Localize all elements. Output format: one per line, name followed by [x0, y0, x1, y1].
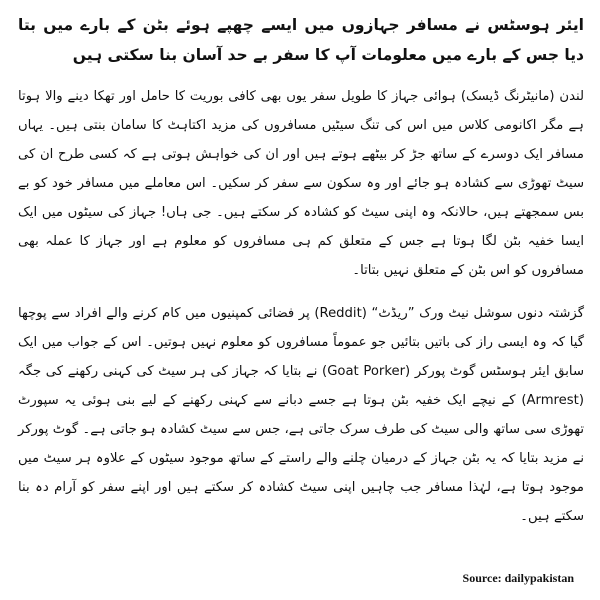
article-headline: ایئر ہوسٹس نے مسافر جہازوں میں ایسے چھپے ہوئے بٹن کے بارے میں بتا دیا جس کے بارے میں معلومات آپ کا سفر بے حد آسان بنا سکتی ہیں: [18, 16, 584, 64]
article-paragraph-1: لندن (مانیٹرنگ ڈیسک) ہوائی جہاز کا طویل سفر یوں بھی کافی بوریت کا حامل اور تھکا دینے والا ہوتا ہے مگر اکانومی کلاس میں اس کی تنگ سیٹیں مسافروں کی مزید اکتاہٹ کا سامان بنتی ہیں۔ یہاں مسافر ایک دوسرے کے ساتھ جڑ کر بیٹھے ہوتے ہیں اور ان کی خواہش ہوتی ہے کہ کسی طرح ان کی سیٹ تھوڑی سے کشادہ ہو جائے اور وہ سکون سے سفر کر سکیں۔ اس معاملے میں مسافر خود کو بے بس سمجھتے ہیں، حالانکہ وہ اپنی سیٹ کو کشادہ کر سکتے ہیں۔ جی ہاں! جہاز کی سیٹوں میں ایک ایسا خفیہ بٹن لگا ہوتا ہے جس کے متعلق کم ہی مسافروں کو معلوم ہے اور جہاز کا عملہ بھی مسافروں کو اس بٹن کے متعلق نہیں بتاتا۔: [18, 89, 584, 278]
article-paragraph-2: گزشتہ دنوں سوشل نیٹ ورک ”ریڈٹ“ (Reddit) پر فضائی کمپنیوں میں کام کرنے والے افراد سے پوچھا گیا کہ وہ ایسی راز کی باتیں بتائیں جو عموماً مسافروں کو معلوم نہیں ہوتیں۔ اس کے جواب میں ایک سابق ایئر ہوسٹس گوٹ پورکر (Goat Porker) نے بتایا کہ جہاز کی ہر سیٹ کی کہنی رکھنے کی جگہ (Armrest) کے نیچے ایک خفیہ بٹن ہوتا ہے جسے دبانے سے کہنی رکھنے کے لیے بنی ہوئی یہ سپورٹ تھوڑی سی ساتھ والی سیٹ کی طرف سرک جاتی ہے، جس سے سیٹ کشادہ ہو جاتی ہے۔ گوٹ پورکر نے مزید بتایا کہ یہ بٹن جہاز کے درمیان چلنے والے راستے کے ساتھ موجود سیٹوں کے علاوہ ہر سیٹ میں موجود ہوتا ہے، لہٰذا مسافر جب چاہیں اپنی سیٹ کشادہ کر سکتے ہیں اور اپنے سفر کو آرام دہ بنا سکتے ہیں۔: [18, 306, 584, 524]
article: [18, 10, 584, 594]
source-credit: Source: dailypakistan: [462, 571, 574, 585]
